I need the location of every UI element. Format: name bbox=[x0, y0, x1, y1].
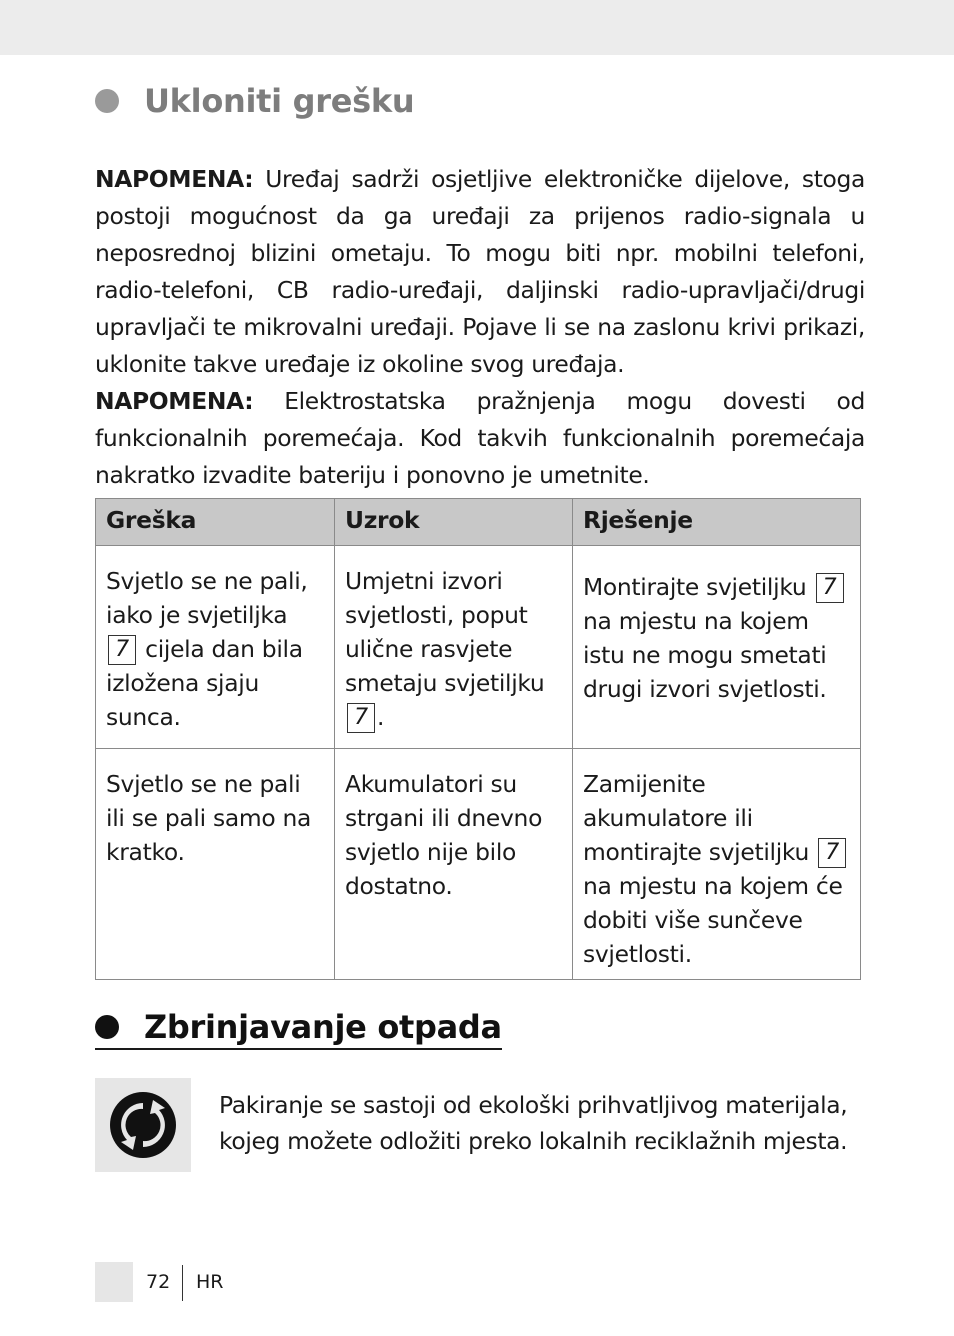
note-label: NAPOMENA: bbox=[95, 165, 254, 193]
top-band bbox=[0, 0, 954, 55]
part-ref-badge: 7 bbox=[816, 573, 844, 603]
solution-cell bbox=[573, 749, 861, 980]
cell-text: na mjestu na kojem istu ne mogu smetati drugi izvori svjetlosti. bbox=[583, 607, 827, 703]
cell-text: Umjetni izvori svjetlosti, poput ulične rasvjete smetaju svjetiljku bbox=[345, 567, 545, 697]
cell-text: cijela dan bila izložena sjaju sunca. bbox=[106, 635, 303, 731]
cell-text: Svjetlo se ne pali, iako je svjetiljka bbox=[106, 567, 308, 629]
section-heading-troubleshooting bbox=[95, 82, 414, 120]
fault-cell: Svjetlo se ne pali ili se pali samo na kratko. bbox=[96, 749, 335, 980]
troubleshooting-table bbox=[95, 498, 861, 980]
page-number: 72 bbox=[146, 1271, 171, 1293]
fault-cell bbox=[96, 546, 335, 749]
part-ref-badge: 7 bbox=[818, 838, 846, 868]
note-text: Elektrostatska pražnjenja mogu dovesti od funkcionalnih poremećaja. Kod takvih funkcionalnih poremećaja nakratko izvadite bateriju i ponovno je umetnite. bbox=[95, 387, 865, 489]
table-row bbox=[96, 546, 861, 749]
recycling-text: Pakiranje se sastoji od ekološki prihvatljivog materijala, kojeg možete odložiti preko lokalnih reciklažnih mjesta. bbox=[219, 1091, 848, 1155]
note-label: NAPOMENA: bbox=[95, 387, 254, 415]
cell-text: . bbox=[377, 703, 385, 731]
table-header-row bbox=[96, 499, 861, 546]
bullet-icon bbox=[95, 89, 119, 113]
header-fault: Greška bbox=[96, 499, 335, 546]
cell-text: na mjestu na kojem će dobiti više sunčeve svjetlosti. bbox=[583, 872, 843, 968]
header-cause: Uzrok bbox=[335, 499, 573, 546]
table-row bbox=[96, 749, 861, 980]
header-solution: Rješenje bbox=[573, 499, 861, 546]
footer-divider bbox=[182, 1265, 183, 1301]
section-title: Ukloniti grešku bbox=[144, 82, 415, 120]
bullet-icon bbox=[95, 1015, 119, 1039]
footer-tab bbox=[95, 1262, 133, 1302]
notes-block bbox=[95, 161, 865, 494]
language-code: HR bbox=[196, 1271, 224, 1293]
note-text: Uređaj sadrži osjetljive elektroničke dijelove, stoga postoji mogućnost da ga uređaji za prijenos radio-signala u neposrednoj blizini ometaju. To mogu biti npr. mobilni telefoni, radio-telefoni, CB radio-uređaji, daljinski radio-upravljači/drugi upravljači te mikrovalni uređaji. Pojave li se na zaslonu krivi prikazi, uklonite takve uređaje iz okoline svog uređaja. bbox=[95, 165, 865, 378]
note-paragraph bbox=[95, 161, 865, 383]
section-heading-disposal bbox=[95, 1008, 502, 1050]
green-dot-icon bbox=[95, 1078, 191, 1172]
cause-cell: Akumulatori su strgani ili dnevno svjetlo nije bilo dostatno. bbox=[335, 749, 573, 980]
part-ref-badge: 7 bbox=[347, 703, 375, 733]
note-paragraph bbox=[95, 383, 865, 494]
cell-text: Zamijenite akumulatore ili montirajte svjetiljku bbox=[583, 770, 817, 866]
cell-text: Montirajte svjetiljku bbox=[583, 573, 814, 601]
section-title: Zbrinjavanje otpada bbox=[144, 1008, 502, 1046]
part-ref-badge: 7 bbox=[108, 635, 136, 665]
cause-cell bbox=[335, 546, 573, 749]
solution-cell bbox=[573, 546, 861, 749]
